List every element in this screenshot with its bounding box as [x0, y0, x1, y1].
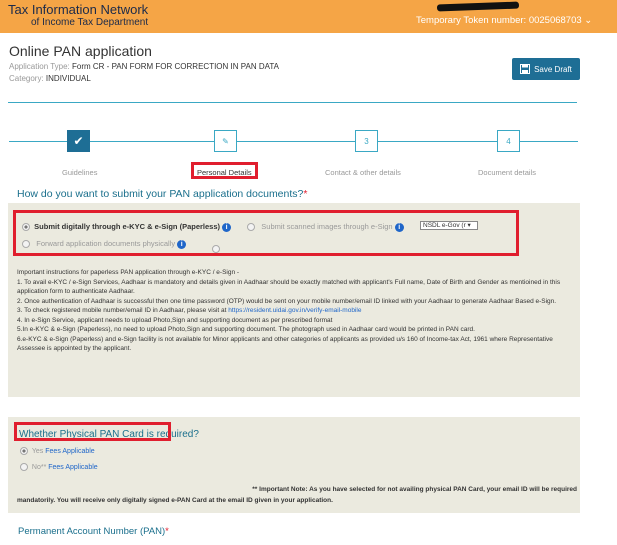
uidai-link[interactable]: https://resident.uidai.gov.in/verify-email-mobile: [228, 307, 362, 314]
no-radio[interactable]: [20, 463, 28, 471]
redacted-user: [437, 2, 519, 12]
instruction-5: 5.In e-KYC & e-Sign (Paperless), no need to upload Photo,Sign and supporting document. The photograph used in Aadhaar card would be printed in PAN card.: [17, 326, 475, 333]
physical-label: Forward application documents physically: [36, 239, 176, 248]
highlight-personal-details: [191, 162, 258, 179]
note-line2: mandatorily. You will receive only digitally signed e-PAN Card at the email ID given in your application.: [17, 497, 333, 504]
physical-no-option[interactable]: [20, 463, 98, 471]
save-draft-button[interactable]: [512, 58, 580, 80]
instructions-heading: Important instructions for paperless PAN application through e-KYC / e-Sign -: [17, 269, 240, 276]
step-personal-details[interactable]: ✎: [214, 130, 237, 152]
yes-label: Yes: [31, 447, 44, 455]
highlight-physical-card: [14, 422, 171, 441]
step-label-guidelines: Guidelines: [62, 168, 98, 177]
physical-card-question: Whether Physical PAN Card is required?: [19, 429, 199, 440]
top-bar: [0, 0, 617, 33]
important-note: [17, 484, 577, 506]
brand-subtitle: of Income Tax Department: [31, 17, 149, 28]
scanned-label: Submit scanned images through e-Sign: [261, 222, 393, 231]
category: Category: INDIVIDUAL: [9, 74, 91, 83]
header-divider: [8, 102, 577, 103]
step-contact-details[interactable]: 3: [355, 130, 378, 152]
fees-applicable: Fees Applicable: [48, 463, 98, 471]
page-title: Online PAN application: [9, 43, 152, 59]
info-icon[interactable]: i: [222, 223, 231, 232]
submit-question: How do you want to submit your PAN application documents?*: [17, 188, 308, 200]
stepper-line: [9, 141, 578, 142]
pan-label: Permanent Account Number (PAN)*: [18, 526, 169, 537]
physical-yes-option[interactable]: [20, 447, 95, 455]
instruction-3: 3. To check registered mobile number/email ID in Aadhaar, please visit at https://resident.uidai.gov.in/verify-email-mobile: [17, 307, 362, 314]
info-icon[interactable]: i: [177, 240, 186, 249]
save-draft-label: Save Draft: [534, 64, 572, 74]
step-label-documents: Document details: [478, 168, 536, 177]
no-label: No**: [31, 463, 47, 471]
esign-provider-select[interactable]: NSDL e-Gov (r ▾: [420, 221, 478, 230]
ekyc-label: Submit digitally through e-KYC & e-Sign (Paperless): [34, 222, 221, 231]
instruction-2: 2. Once authentication of Aadhaar is successful then one time password (OTP) would be sent on your mobile number/email ID linked with your Aadhaar to generate Aadhaar Based e-Sign.: [17, 297, 557, 305]
token-dropdown[interactable]: Temporary Token number: 0025068703 ⌄: [416, 15, 593, 26]
application-type: Application Type: Form CR - PAN FORM FOR CORRECTION IN PAN DATA: [9, 62, 279, 71]
instructions: [17, 268, 577, 354]
step-guidelines[interactable]: ✔: [67, 130, 90, 152]
info-icon[interactable]: i: [395, 223, 404, 232]
floppy-disk-icon: [520, 64, 530, 74]
instruction-6: 6.e-KYC & e-Sign (Paperless) and e-Sign facility is not available for Minor applicants and other categories of applicants as provided u/s 160 of Income-tax Act, 1961 where Representative Assessee is appointed by the applicant.: [17, 335, 553, 352]
brand-title: Tax Information Network: [8, 2, 149, 17]
step-document-details[interactable]: 4: [497, 130, 520, 152]
instruction-4: 4. In e-Sign Service, applicant needs to upload Photo,Sign and supporting document as per prescribed format: [17, 316, 333, 324]
step-label-personal-details: Personal Details: [197, 168, 252, 177]
step-label-contact: Contact & other details: [325, 168, 401, 177]
yes-radio[interactable]: [20, 447, 28, 455]
fees-applicable: Fees Applicable: [45, 447, 95, 455]
highlight-submit-options: [13, 210, 519, 256]
instruction-1: 1. To avail e-KYC / e-Sign Services, Aadhaar is mandatory and details given in Aadhaar should be exactly matched with applicant's Full name, Date of Birth and Gender as mentioined in this application form to authenticate Aadhaar.: [17, 278, 561, 295]
note-line1: ** Important Note: As you have selected for not availing physical PAN Card, your email ID will be required: [252, 486, 577, 493]
